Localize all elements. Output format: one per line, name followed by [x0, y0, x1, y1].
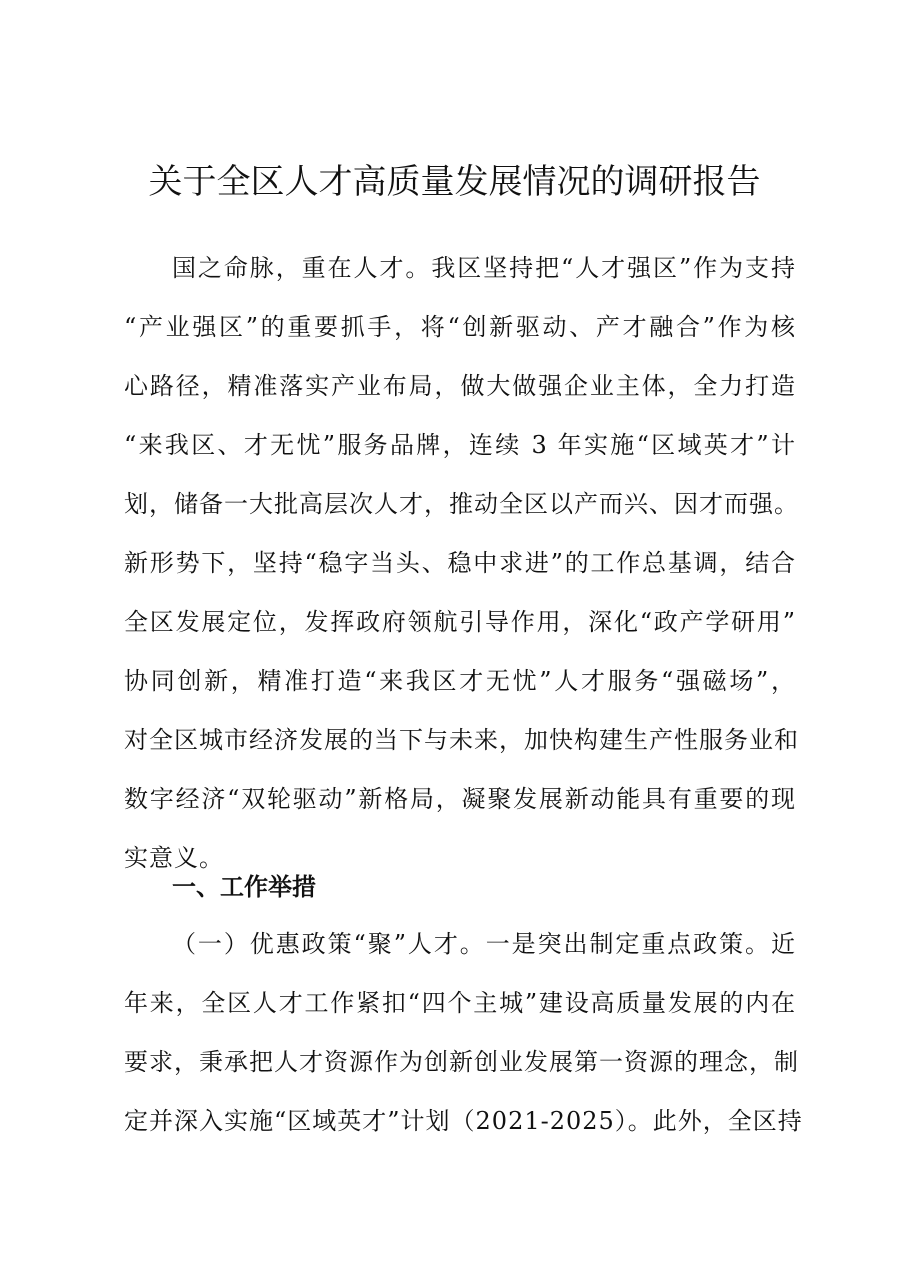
paragraph-line: 要求，秉承把人才资源作为创新创业发展第一资源的理念，制 [124, 1048, 799, 1076]
paragraph-line: 年来，全区人才工作紧扣“四个主城”建设高质量发展的内在 [124, 989, 796, 1017]
paragraph-line: 定并深入实施“区域英才”计划（2021-2025）。此外，全区持 [124, 1107, 803, 1135]
paragraph-line: 实意义。 [124, 844, 224, 872]
intro-paragraph [124, 238, 799, 898]
page-title: 关于全区人才高质量发展情况的调研报告 [148, 162, 761, 202]
paragraph-line: 数字经济“双轮驱动”新格局，凝聚发展新动能具有重要的现 [124, 785, 796, 813]
section-paragraph [124, 914, 803, 1154]
paragraph-line: 全区发展定位，发挥政府领航引导作用，深化“政产学研用” [124, 608, 796, 636]
paragraph-line: 对全区城市经济发展的当下与未来，加快构建生产性服务业和 [124, 726, 799, 754]
paragraph-line: （一）优惠政策“聚”人才。一是突出制定重点政策。近 [172, 930, 796, 958]
paragraph-line: 新形势下，坚持“稳字当头、稳中求进”的工作总基调，结合 [124, 549, 796, 577]
paragraph-line: 国之命脉，重在人才。我区坚持把“人才强区”作为支持 [172, 254, 796, 282]
paragraph-line: “来我区、才无忧”服务品牌，连续 3 年实施“区域英才”计 [124, 431, 796, 459]
paragraph-line: “产业强区”的重要抓手，将“创新驱动、产才融合”作为核 [124, 313, 796, 341]
paragraph-line: 协同创新，精准打造“来我区才无忧”人才服务“强磁场”， [124, 667, 796, 695]
paragraph-line: 划，储备一大批高层次人才，推动全区以产而兴、因才而强。 [124, 490, 799, 518]
section-heading: 一、工作举措 [172, 873, 316, 901]
paragraph-line: 心路径，精准落实产业布局，做大做强企业主体，全力打造 [124, 372, 796, 400]
